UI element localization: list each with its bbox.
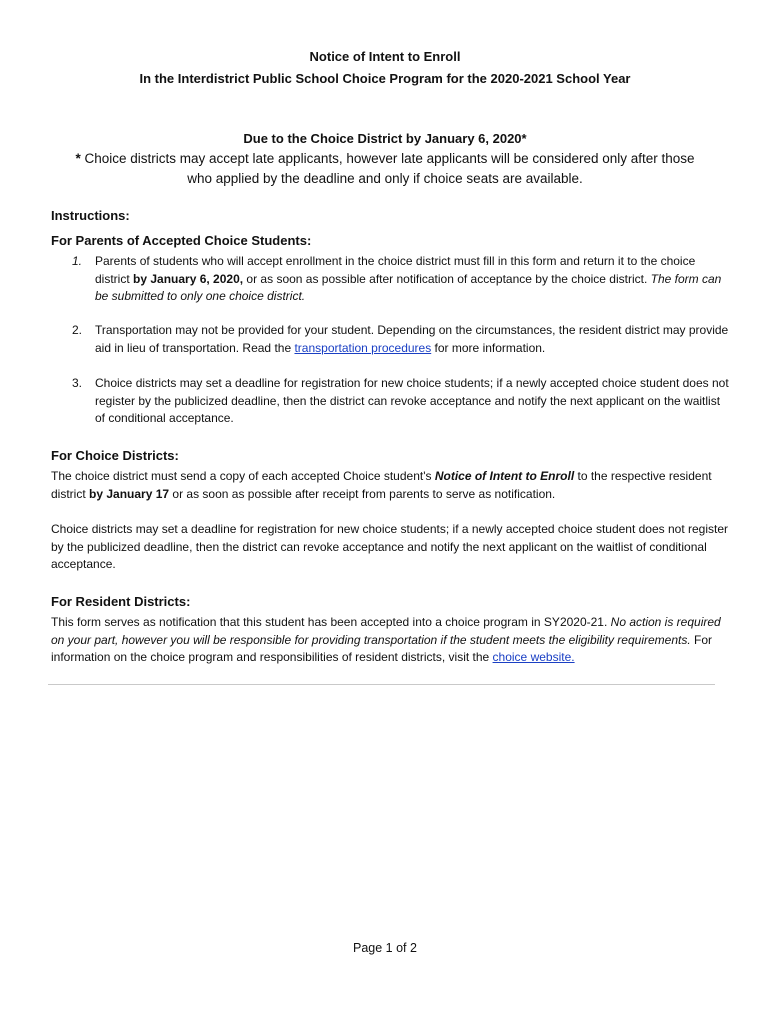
resident-districts-paragraph (51, 614, 731, 667)
resident-districts-heading: For Resident Districts: (51, 594, 191, 609)
list-number: 2. (72, 323, 83, 337)
item-text-cont: or as soon as possible after notification of acceptance by the choice district. (243, 271, 651, 286)
list-item (51, 375, 731, 428)
item-text: Transportation may not be provided for your student. Depending on the circumstances, the resident district may provide aid in lieu of transportation. Read the (95, 323, 729, 355)
due-date-heading: Due to the Choice District by January 6, 2020* (243, 131, 527, 146)
paragraph-emphasis: No action is required on your part, however you will be responsible for providing transportation if the student meets the eligibility requirements. (51, 615, 721, 647)
item-deadline: by January 6, 2020, (133, 271, 244, 286)
document-title: Notice of Intent to Enroll (309, 49, 461, 64)
late-applicant-note (40, 149, 730, 189)
choice-districts-heading: For Choice Districts: (51, 448, 179, 463)
note-asterisk: * (75, 151, 81, 166)
paragraph-text: The choice district must send a copy of each accepted Choice student's (51, 469, 435, 483)
paragraph-text: For information on the choice program and responsibilities of resident districts, visit the (51, 632, 713, 664)
list-number: 1. (72, 254, 83, 268)
note-line-2: who applied by the deadline and only if choice seats are available. (187, 171, 583, 186)
list-item (51, 322, 731, 357)
list-item (51, 253, 731, 306)
parents-heading: For Parents of Accepted Choice Students: (51, 233, 312, 248)
transportation-procedures-link[interactable]: transportation procedures (294, 340, 432, 355)
paragraph-text: to the respective resident district (51, 469, 712, 501)
instructions-heading: Instructions: (51, 208, 130, 223)
item-text: Parents of students who will accept enrollment in the choice district must fill in this form and return it to the choice district (95, 254, 696, 286)
page-number: Page 1 of 2 (353, 941, 417, 955)
deadline-text: by January 17 (89, 486, 170, 501)
paragraph-text: or as soon as possible after receipt from parents to serve as notification. (169, 486, 556, 501)
form-name: Notice of Intent to Enroll (434, 469, 575, 483)
item-text: Choice districts may set a deadline for registration for new choice students; if a newly accepted choice student does not register by the publicized deadline, then the district can revoke acceptance and notify the next applicant on the waitlist of conditional acceptance. (95, 376, 729, 425)
choice-website-link[interactable]: choice website. (492, 650, 575, 664)
list-number: 3. (72, 376, 83, 390)
note-line-1: Choice districts may accept late applicants, however late applicants will be considered only after those (80, 151, 695, 166)
item-text-cont: for more information. (431, 340, 546, 355)
choice-districts-paragraph-1 (51, 468, 731, 503)
item-note: The form can be submitted to only one choice district. (95, 271, 722, 303)
choice-districts-paragraph-2: Choice districts may set a deadline for registration for new choice students; if a newly accepted choice student does not register by the publicized deadline, then the district can revoke acceptance and notify the next applicant on the waitlist of conditional acceptance. (51, 522, 729, 571)
document-subtitle: In the Interdistrict Public School Choice Program for the 2020-2021 School Year (139, 71, 631, 86)
paragraph-text: This form serves as notification that this student has been accepted into a choice program in SY2020-21. (51, 615, 611, 629)
horizontal-divider (48, 684, 715, 685)
